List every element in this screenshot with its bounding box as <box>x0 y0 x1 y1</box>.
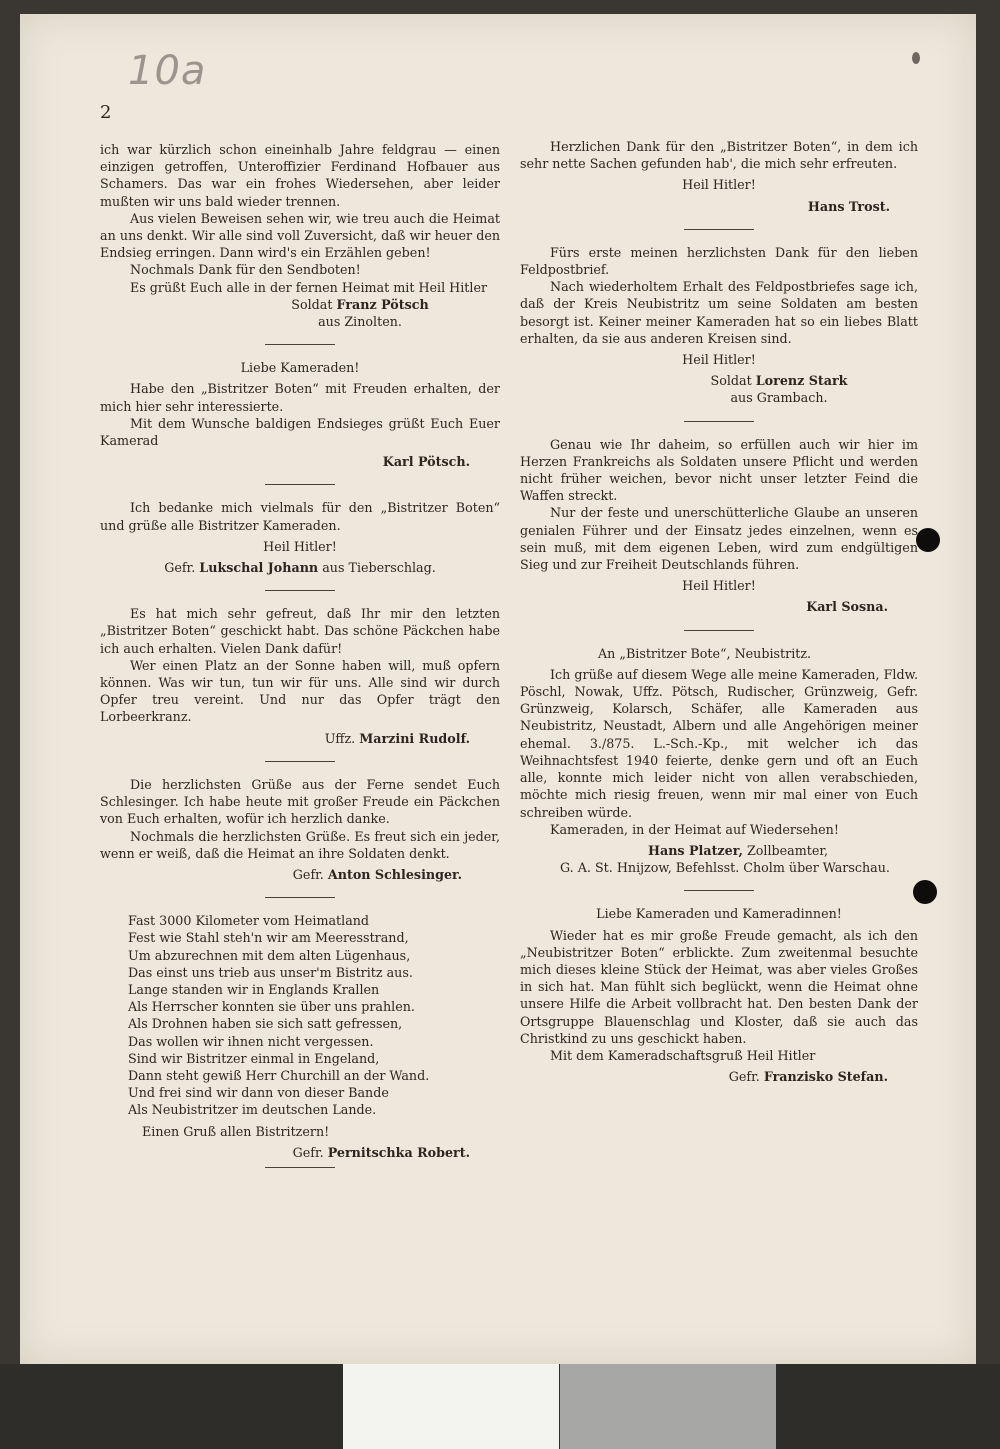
letter-poetsch-franz <box>100 141 500 330</box>
separator-line <box>265 761 335 762</box>
signature <box>520 198 918 215</box>
signature-rank: Soldat <box>710 373 752 389</box>
signature-name: Karl Sosna. <box>806 599 888 615</box>
poem-verse: Als Herrscher konnten sie über uns prahlen. <box>128 999 415 1015</box>
letter-text: Kameraden, in der Heimat auf Wiedersehen! <box>550 821 839 837</box>
signature-name: Karl Pötsch. <box>382 454 470 470</box>
separator-line <box>265 484 335 485</box>
poem-verse: Lange standen wir in Englands Krallen <box>128 981 380 997</box>
signature-rank: Uffz. <box>324 730 356 746</box>
letter-text: Ich grüße auf diesem Wege alle meine Kameraden, Fldw. Pöschl, Nowak, Uffz. Pötsch, Rudischer, Grünzweig, Gefr. Grünzweig, Kolarsch, Schäfer, alle Kameraden aus Neubistritz, Neustadt, Albern und alle Angehörigen meiner ehemal. 3./875. L.-Sch.-Kp., mit welcher ich das Weihnachtsfest 1940 feierte, denke gern und oft an Euch alle, konnte mich leider nicht von allen verabschieden, möchte mich riesig freuen, wenn mir mal einer von Euch schreiben würde. <box>520 666 918 820</box>
separator-line <box>684 890 754 891</box>
salutation: Liebe Kameraden! <box>240 360 360 376</box>
letter-franzisko-stefan <box>520 905 918 1085</box>
letter-text: Wieder hat es mir große Freude gemacht, als ich den „Neubistritzer Boten“ erblickte. Zum zweitenmal besuchte mich dieses kleine Stück der Heimat, was aber vieles Großes in sich hat. Man fühlt sich beglückt, wenn die Heimat ohne unsere Hilfe die Arbeit vollbracht hat. Den besten Dank der Ortsgruppe Blauenschlag und Kloster, daß sie auch das Christkind zu uns geschickt haben. <box>520 927 918 1046</box>
letter-poetsch-karl <box>100 359 500 470</box>
signature <box>520 372 918 389</box>
signature-rank: Gefr. <box>164 560 196 576</box>
signature-name: Hans Platzer, <box>648 842 743 858</box>
poem-verse: Fest wie Stahl steh'n wir am Meeresstrand, <box>128 930 409 946</box>
signature-rank: Gefr. <box>728 1069 760 1085</box>
signature <box>100 296 500 313</box>
poem-verse: Dann steht gewiß Herr Churchill an der Wand. <box>128 1067 430 1083</box>
signature-title: Zollbeamter, <box>746 842 829 858</box>
letter-text: Es hat mich sehr gefreut, daß Ihr mir den letzten „Bistritzer Boten“ geschickt habt. Das schöne Päckchen habe ich auch erhalten. Vielen Dank dafür! <box>100 606 500 656</box>
left-column <box>100 141 500 1182</box>
separator-line <box>684 630 754 631</box>
signature-name: Anton Schlesinger. <box>327 866 462 882</box>
signature-name: Lorenz Stark <box>755 373 848 389</box>
signature-rank: Soldat <box>291 296 333 312</box>
separator-line <box>265 344 335 345</box>
letter-text: Ich bedanke mich vielmals für den „Bistritzer Boten“ und grüße alle Bistritzer Kameraden. <box>100 500 500 533</box>
letter-text: Nur der feste und unerschütterliche Glaube an unseren genialen Führer und der Einsatz jedes einzelnen, wenn es sein muß, mit dem eigenen Leben, wird zum endgültigen Sieg und zur Freiheit Deutschlands führen. <box>520 505 918 573</box>
letter-text: Nochmals Dank für den Sendboten! <box>130 262 361 278</box>
letter-text: Mit dem Kameradschaftsgruß Heil Hitler <box>550 1047 816 1063</box>
letter-address: An „Bistritzer Bote“, Neubistritz. <box>598 645 812 661</box>
punch-hole-dot <box>912 52 920 64</box>
letter-trost-hans <box>520 138 918 215</box>
letter-text: ich war kürzlich schon eineinhalb Jahre feldgrau — einen einzigen getroffen, Unteroffizier Ferdinand Hofbauer aus Schamers. Das war ein frohes Wiedersehen, aber leider mußten wir uns bald wieder trennen. <box>100 142 500 209</box>
letter-text: Die herzlichsten Grüße aus der Ferne sendet Euch Schlesinger. Ich habe heute mit großer Freude ein Päckchen von Euch erhalten, wofür ich herzlich danke. <box>100 776 500 827</box>
letter-text: Es grüßt Euch alle in der fernen Heimat mit Heil Hitler <box>130 279 488 295</box>
signature <box>100 1144 500 1161</box>
color-calibration-grey <box>560 1364 776 1449</box>
separator-line <box>684 421 754 422</box>
signature <box>520 842 918 859</box>
letter-text: Habe den „Bistritzer Boten“ mit Freuden erhalten, der mich hier sehr interessierte. <box>100 381 500 414</box>
punch-hole-dot <box>916 528 940 552</box>
closing: Heil Hitler! <box>263 538 337 554</box>
letter-lukschal-johann <box>100 499 500 576</box>
signature <box>100 453 500 470</box>
letter-sosna-karl <box>520 436 918 616</box>
signature <box>100 866 500 883</box>
signature-origin: aus Zinolten. <box>318 314 402 330</box>
separator-line <box>265 897 335 898</box>
closing: Heil Hitler! <box>682 177 756 193</box>
signature-name: Pernitschka Robert. <box>327 1144 470 1160</box>
salutation: Liebe Kameraden und Kameradinnen! <box>596 906 842 922</box>
separator-line <box>265 590 335 591</box>
poem-pernitschka <box>100 912 500 1161</box>
letter-text: Nochmals die herzlichsten Grüße. Es freut sich ein jeder, wenn er weiß, daß die Heimat an ihre Soldaten denkt. <box>100 828 500 861</box>
letter-text: Mit dem Wunsche baldigen Endsieges grüßt Euch Euer Kamerad <box>100 415 500 449</box>
poem-verse: Als Drohnen haben sie sich satt gefressen, <box>128 1016 403 1032</box>
letter-text: Aus vielen Beweisen sehen wir, wie treu auch die Heimat an uns denkt. Wir alle sind voll Zuversicht, daß wir heuer den Endsieg erringen. Dann wird's ein Erzählen geben! <box>100 210 500 261</box>
poem-verse: Als Neubistritzer im deutschen Lande. <box>128 1102 377 1118</box>
letter-schlesinger-anton <box>100 776 500 883</box>
color-calibration-white <box>343 1364 559 1449</box>
letter-stark-lorenz <box>520 244 918 407</box>
letter-text: Nach wiederholtem Erhalt des Feldpostbriefes sage ich, daß der Kreis Neubistritz um seine Soldaten am besten besorgt ist. Keiner meiner Kameraden hat so ein liebes Blatt erhalten, da sie aus anderen Kreisen sind. <box>520 279 918 346</box>
signature-name: Marzini Rudolf. <box>359 730 470 746</box>
signature <box>100 730 500 747</box>
separator-line <box>684 229 754 230</box>
letter-text: Fürs erste meinen herzlichsten Dank für den lieben Feldpostbrief. <box>520 244 918 278</box>
signature-origin: aus Grambach. <box>730 390 828 406</box>
signature <box>100 559 500 576</box>
letter-text: Herzlichen Dank für den „Bistritzer Boten“, in dem ich sehr nette Sachen gefunden hab', die mich sehr erfreuten. <box>520 139 918 172</box>
letter-marzini-rudolf <box>100 605 500 747</box>
closing: Heil Hitler! <box>682 352 756 368</box>
signature-name: Lukschal Johann <box>199 560 319 576</box>
signature-name: Hans Trost. <box>807 198 890 214</box>
signature-name: Franz Pötsch <box>336 296 429 312</box>
letter-text: Genau wie Ihr daheim, so erfüllen auch wir hier im Herzen Frankreichs als Soldaten unsere Pflicht und werden nicht früher weichen, bevor nicht unser letzter Feind die Waffen streckt. <box>520 436 918 504</box>
signature-address: G. A. St. Hnijzow, Befehlsst. Cholm über Warschau. <box>560 860 890 876</box>
poem-verse: Das wollen wir ihnen nicht vergessen. <box>128 1033 374 1049</box>
poem-verse: Sind wir Bistritzer einmal in Engeland, <box>128 1050 380 1066</box>
letter-text: Wer einen Platz an der Sonne haben will, muß opfern können. Was wir tun, tun wir für uns. Alle sind wir durch Opfer treu vereint. Und nur das Opfer trägt den Lorbeerkranz. <box>100 657 500 725</box>
separator-line <box>265 1167 335 1168</box>
page-number: 2 <box>100 102 112 123</box>
signature-origin: aus Tieberschlag. <box>322 560 436 576</box>
poem-verse: Und frei sind wir dann von dieser Bande <box>128 1085 389 1101</box>
poem-verse: Fast 3000 Kilometer vom Heimatland <box>128 913 370 929</box>
poem-greeting: Einen Gruß allen Bistritzern! <box>142 1123 330 1139</box>
closing: Heil Hitler! <box>682 578 756 594</box>
right-column <box>520 138 918 1085</box>
poem-verse: Um abzurechnen mit dem alten Lügenhaus, <box>128 947 411 963</box>
signature <box>520 598 918 615</box>
letter-platzer-hans <box>520 645 918 877</box>
signature-rank: Gefr. <box>292 1144 324 1160</box>
signature-rank: Gefr. <box>292 866 324 882</box>
signature <box>520 1068 918 1085</box>
signature-name: Franzisko Stefan. <box>763 1069 888 1085</box>
handwritten-archive-mark: 10a <box>128 48 207 94</box>
poem-verse: Das einst uns trieb aus unser'm Bistritz aus. <box>128 964 413 980</box>
